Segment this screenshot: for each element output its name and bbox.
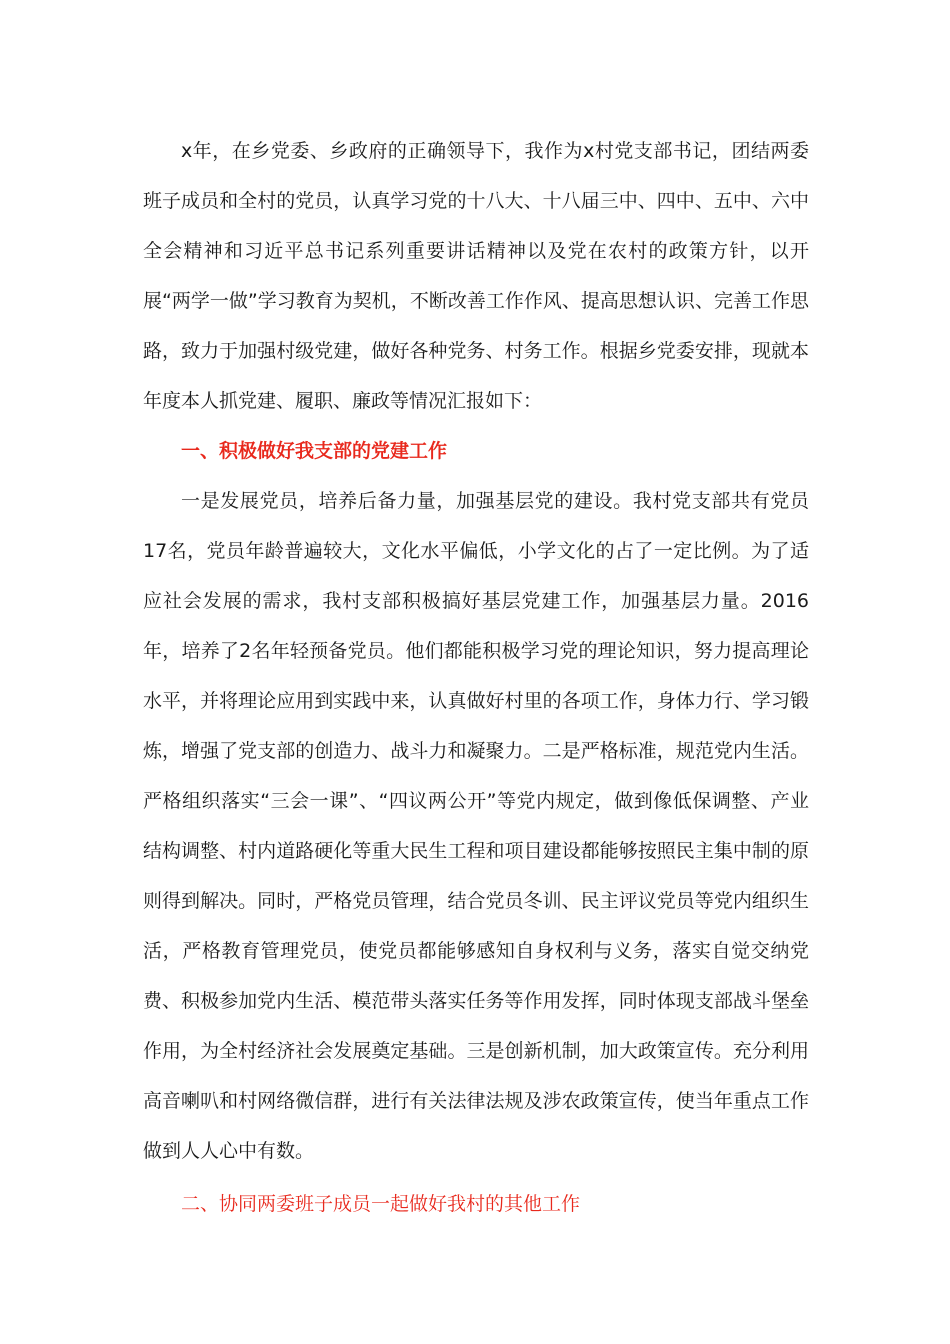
section-2-heading: 二、协同两委班子成员一起做好我村的其他工作 (181, 1193, 581, 1215)
section-1-paragraph: 一是发展党员，培养后备力量，加强基层党的建设。我村党支部共有党员17名，党员年龄普遍较大，文化水平偏低，小学文化的占了一定比例。为了适应社会发展的需求，我村支部积极搞好基层党建工作，加强基层力量。2016年，培养了2名年轻预备党员。他们都能积极学习党的理论知识，努力提高理论水平，并将理论应用到实践中来，认真做好村里的各项工作，身体力行、学习锻炼，增强了党支部的创造力、战斗力和凝聚力。二是严格标准，规范党内生活。严格组织落实“三会一课”、“四议两公开”等党内规定，做到像低保调整、产业结构调整、村内道路硬化等重大民生工程和项目建设都能够按照民主集中制的原则得到解决。同时，严格党员管理，结合党员冬训、民主评议党员等党内组织生活，严格教育管理党员，使党员都能够感知自身权利与义务，落实自觉交纳党费、积极参加党内生活、模范带头落实任务等作用发挥，同时体现支部战斗堡垒作用，为全村经济社会发展奠定基础。三是创新机制，加大政策宣传。充分利用高音喇叭和村网络微信群，进行有关法律法规及涉农政策宣传，使当年重点工作做到人人心中有数。 (143, 490, 809, 1162)
document-body (143, 126, 809, 1229)
section-1-heading: 一、积极做好我支部的党建工作 (181, 440, 448, 462)
intro-paragraph: x年，在乡党委、乡政府的正确领导下，我作为x村党支部书记，团结两委班子成员和全村的党员，认真学习党的十八大、十八届三中、四中、五中、六中全会精神和习近平总书记系列重要讲话精神以及党在农村的政策方针，以开展“两学一做”学习教育为契机，不断改善工作作风、提高思想认识、完善工作思路，致力于加强村级党建，做好各种党务、村务工作。根据乡党委安排，现就本年度本人抓党建、履职、廉政等情况汇报如下： (143, 140, 809, 412)
